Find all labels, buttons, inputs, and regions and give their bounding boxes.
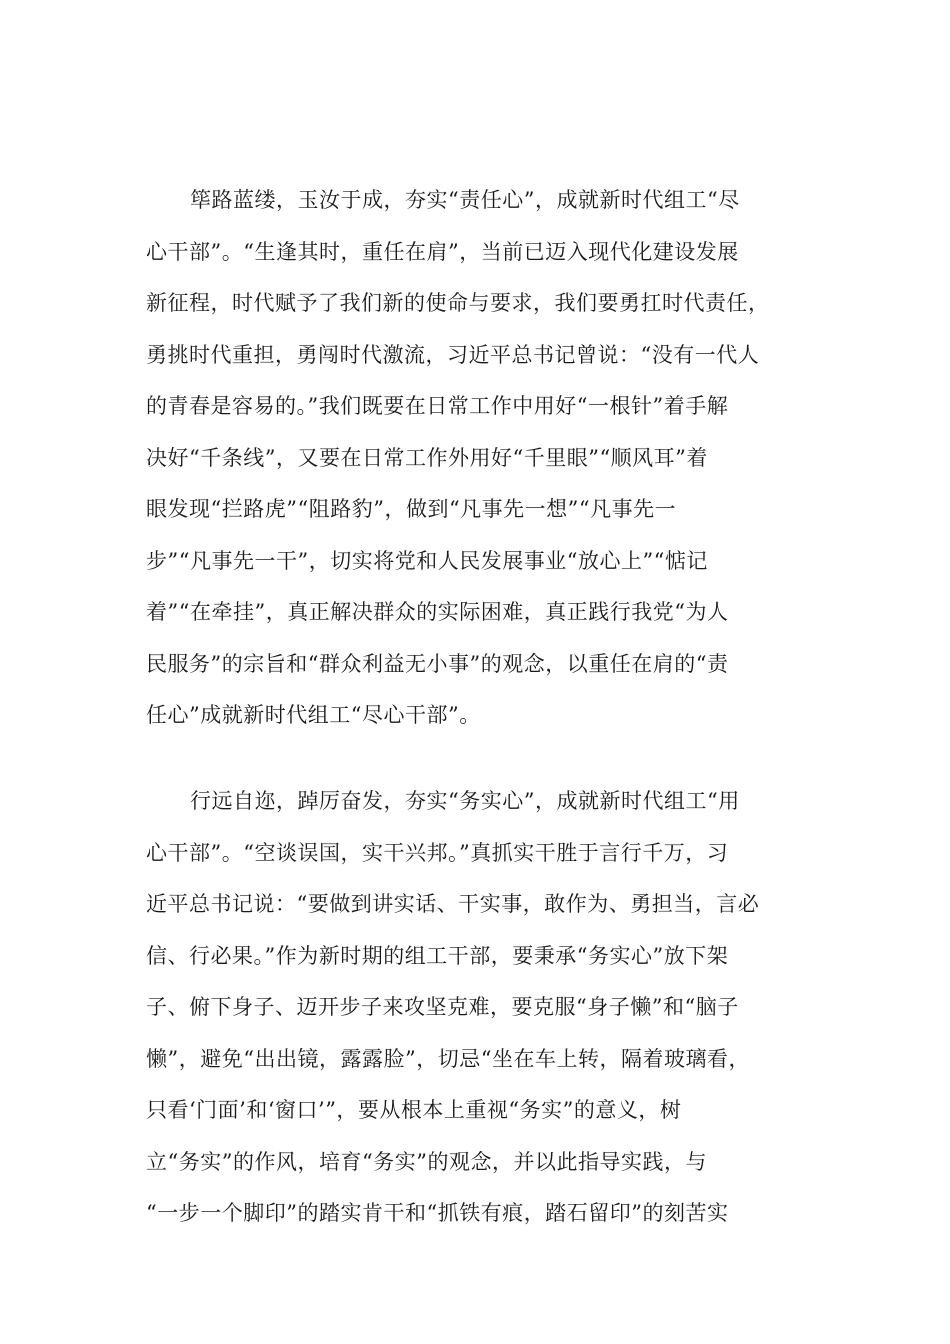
text-line: 信、行必果。”作为新时期的组工干部，要秉承“务实心”放下架 — [146, 943, 729, 968]
text-line: 任心”成就新时代组工“尽心干部”。 — [146, 703, 481, 727]
text-line: 行远自迩，踔厉奋发，夯实“务实心”，成就新时代组工“用 — [190, 789, 740, 813]
text-line: 只看‘门面’和‘窗口’”，要从根本上重视“务实”的意义，树 — [146, 1098, 682, 1122]
text-line: 着”“在牵挂”，真正解决群众的实际困难，真正践行我党“为人 — [146, 600, 729, 624]
text-line: 子、俯下身子、迈开步子来攻坚克难，要克服“身子懒”和“脑子 — [146, 995, 739, 1019]
text-line: 立“务实”的作风，培育“务实”的观念，并以此指导实践，与 — [146, 1149, 707, 1174]
text-line: 步”“凡事先一干”，切实将党和人民发展事业“放心上”“惦记 — [146, 548, 708, 573]
paragraph-responsibility — [146, 180, 796, 747]
text-line: 决好“千条线”，又要在日常工作外用好“千里眼”“顺风耳”着 — [146, 445, 708, 470]
paragraph-pragmatism — [146, 781, 796, 1245]
text-line: 新征程，时代赋予了我们新的使命与要求，我们要勇扛时代责任， — [146, 291, 770, 315]
text-line: 的青春是容易的。”我们既要在日常工作中用好“一根针”着手解 — [146, 394, 729, 418]
text-line: 近平总书记说：“要做到讲实话、干实事，敢作为、勇担当，言必 — [146, 892, 760, 916]
text-line: 心干部”。“空谈误国，实干兴邦。”真抓实干胜于言行千万，习 — [146, 840, 729, 865]
text-line: 懒”，避免“出出镜，露露脸”，切忌“坐在车上转，隔着玻璃看， — [146, 1046, 750, 1071]
text-line: 筚路蓝缕，玉汝于成，夯实“责任心”，成就新时代组工“尽 — [190, 188, 740, 212]
text-line: 眼发现“拦路虎”“阻路豹”，做到“凡事先一想”“凡事先一 — [146, 497, 677, 521]
text-line: 心干部”。“生逢其时，重任在肩”，当前已迈入现代化建设发展 — [146, 239, 739, 264]
text-line: 勇挑时代重担，勇闯时代激流，习近平总书记曾说：“没有一代人 — [146, 342, 760, 367]
text-line: 民服务”的宗旨和“群众利益无小事”的观念，以重任在肩的“责 — [146, 651, 729, 676]
text-line: “一步一个脚印”的踏实肯干和“抓铁有痕，踏石留印”的刻苦实 — [146, 1201, 729, 1225]
